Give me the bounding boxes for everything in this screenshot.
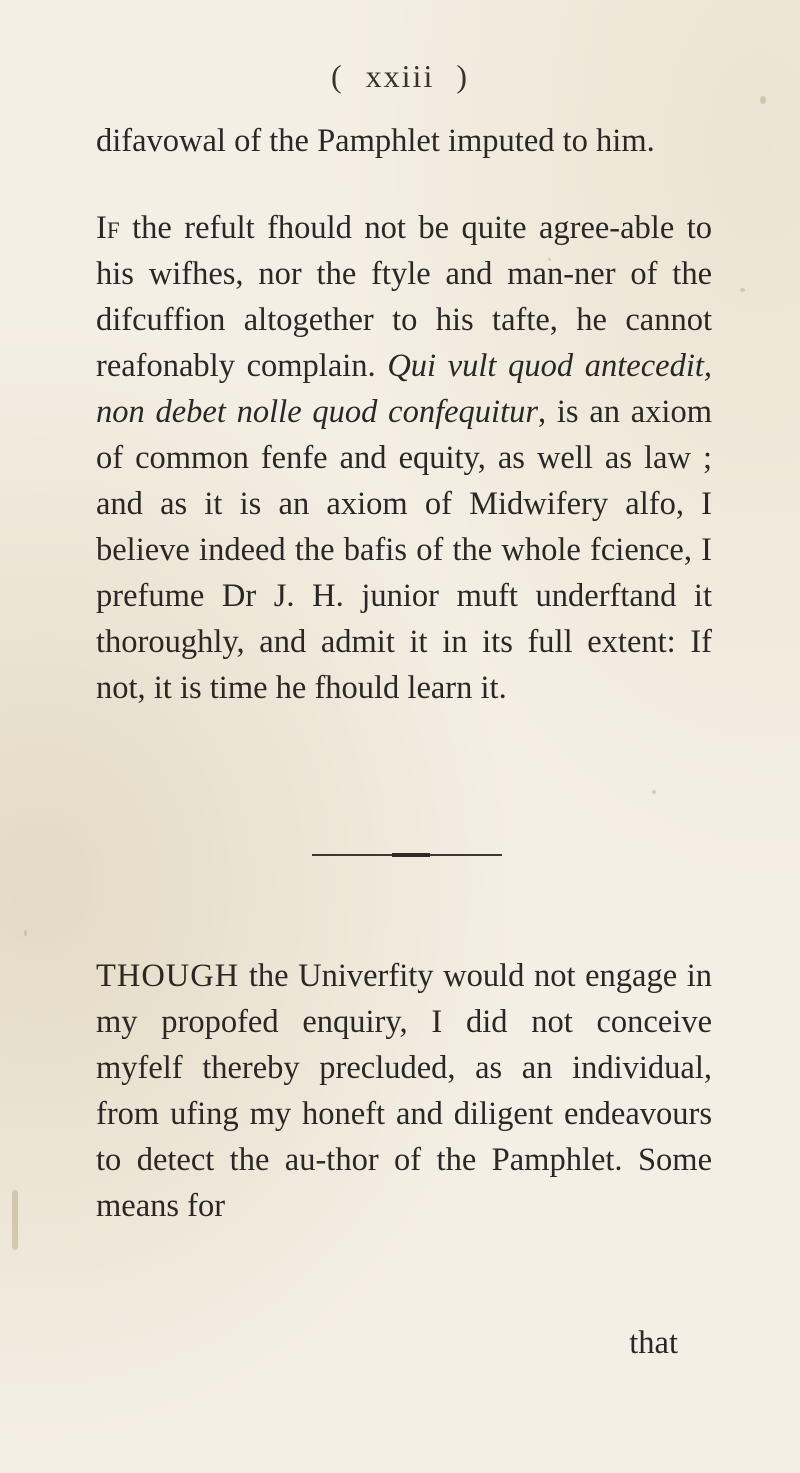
continuation-line: difavowal of the Pamphlet imputed to him. bbox=[96, 123, 655, 159]
folio-open-paren: ( bbox=[331, 58, 344, 94]
paragraph-1-text-a: the refult fhould not be quite agree-able to his wifhes, nor the ftyle and man-ner of the difcuffion altogether to his tafte, he cannot reafonably complain. bbox=[96, 210, 712, 384]
paragraph-1-lead: If bbox=[96, 210, 120, 246]
paragraph-2-lead: THOUGH bbox=[96, 958, 240, 994]
folio-numeral: xxiii bbox=[365, 58, 435, 94]
paragraph-2-text: the Univerfity would not engage in my propofed enquiry, I did not conceive myfelf thereby precluded, as an individual, from ufing my honeft and diligent endeavours to detect the au-thor of the Pamphlet. Some means for bbox=[96, 958, 712, 1224]
continuation-text bbox=[96, 118, 712, 164]
latin-maxim: Qui vult quod antecedit, non debet nolle quod confequitur bbox=[96, 348, 713, 430]
section-divider bbox=[312, 854, 502, 856]
page-number bbox=[0, 58, 800, 95]
catchword: that bbox=[629, 1325, 678, 1361]
paragraph-2 bbox=[96, 953, 712, 1229]
paragraph-1 bbox=[96, 205, 712, 711]
folio-close-paren: ) bbox=[456, 58, 469, 94]
paragraph-1-text-b: , is an axiom of common fenfe and equity, as well as law ; and as it is an axiom of Midwifery alfo, I believe indeed the bafis of the whole fcience, I prefume Dr J. H. junior muft underftand it thoroughly, and admit it in its full extent: If not, it is time he fhould learn it. bbox=[96, 394, 712, 706]
